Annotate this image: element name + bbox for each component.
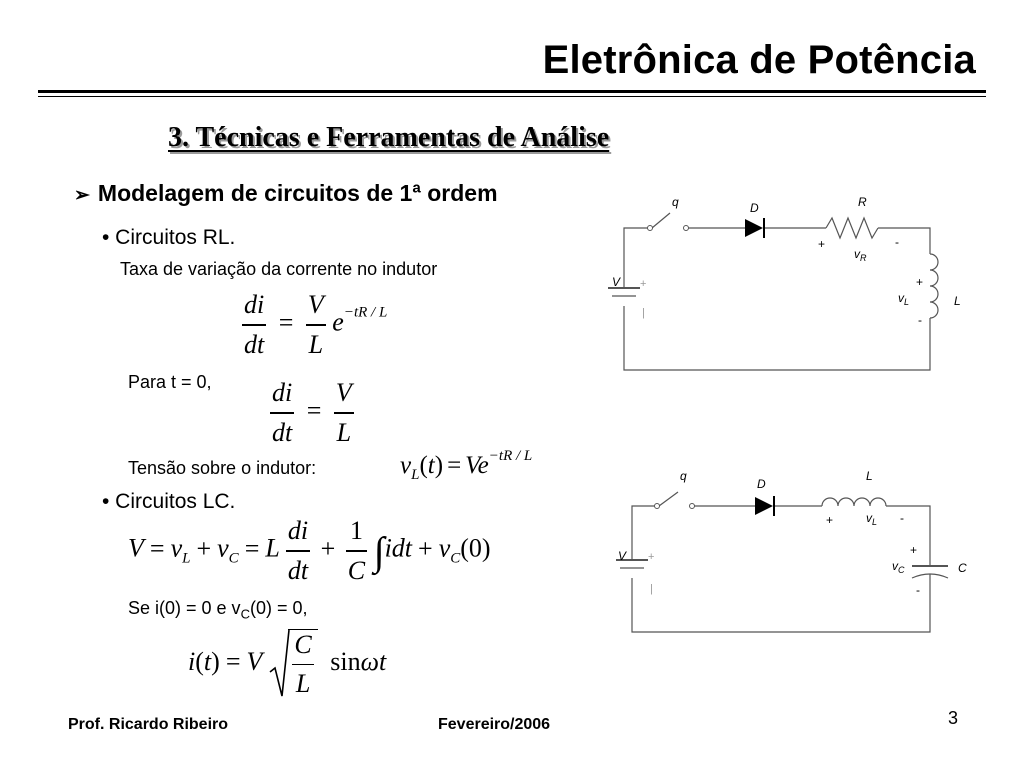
sqrt-sign-icon: [268, 628, 290, 700]
rl-circuit-diagram: [590, 188, 980, 378]
rl-vl-minus: -: [918, 313, 922, 327]
initial-conditions-label: [128, 598, 307, 622]
lc-vc-label: $v_C$: [892, 559, 905, 575]
slide-title: Eletrônica de Potência: [542, 38, 976, 82]
rl-resistor-label: R: [858, 195, 867, 209]
svg-text:+: +: [640, 278, 647, 290]
svg-text:+: +: [648, 551, 655, 563]
topic-heading: [74, 180, 498, 207]
lc-vl-plus: +: [826, 513, 834, 527]
rl-diode-label: D: [750, 201, 759, 215]
rl-source-label: V: [612, 275, 621, 289]
equation-current-lc: i(t) = V $\frac{C}{L}$ sinωt: [188, 629, 387, 699]
lc-inductor-label: L: [866, 469, 873, 483]
arrow-bullet-icon: ➢: [74, 185, 90, 206]
rl-switch-label: q: [672, 195, 679, 209]
lc-circuit-diagram: [600, 466, 980, 638]
t0-label: Para t = 0,: [128, 372, 212, 392]
ic-label-pre: Se i(0) = 0 e v: [128, 598, 241, 618]
rl-description: Taxa de variação da corrente no indutor: [120, 259, 438, 279]
rl-vl-label: $v_L$: [898, 291, 910, 307]
lc-diode-label: D: [757, 477, 766, 491]
lc-vl-minus: -: [900, 511, 904, 525]
topic-heading-text: Modelagem de circuitos de 1ª ordem: [97, 180, 498, 206]
lc-source-label: V: [618, 549, 627, 563]
section-title: 3. Técnicas e Ferramentas de Análise: [168, 122, 610, 153]
rl-vl-plus: +: [916, 275, 924, 289]
equation-di-dt-exp: $\frac{di}{dt}$ = $\frac{V}{L}$ $e^{-tR / L}$: [244, 290, 388, 359]
equation-vl: $v_L(t) = Ve^{-tR / L}$: [400, 448, 533, 483]
header-rule-thin: [38, 96, 986, 97]
page-number: 3: [948, 708, 959, 728]
lc-capacitor-label: C: [958, 561, 967, 575]
svg-text:|: |: [642, 307, 645, 319]
equation-di-dt-initial: $\frac{di}{dt}$ = $\frac{V}{L}$: [272, 378, 352, 447]
header-rule-thick: [38, 90, 986, 93]
lc-vc-plus: +: [910, 543, 918, 557]
bullet-lc: • Circuitos LC.: [102, 490, 236, 513]
rl-vr-label: $v_R$: [854, 247, 867, 263]
lc-switch-label: q: [680, 469, 687, 483]
inductor-voltage-label: Tensão sobre o indutor:: [128, 458, 317, 478]
lc-vl-label: $v_L$: [866, 511, 878, 527]
equation-lc-kvl: $V = v_L + v_C = L$ $\frac{di}{dt}$ + $\frac{1}{C}$ $\int idt + v_C(0)$: [128, 516, 491, 585]
footer-author: Prof. Ricardo Ribeiro: [68, 716, 229, 733]
rl-vr-plus: +: [818, 237, 826, 251]
ic-label-sub: C: [240, 606, 250, 622]
rl-vr-minus: -: [895, 235, 899, 249]
lc-vc-minus: -: [916, 583, 920, 597]
rl-inductor-label: L: [954, 294, 961, 308]
footer-date: Fevereiro/2006: [438, 716, 551, 733]
svg-text:|: |: [650, 583, 653, 595]
ic-label-post: (0) = 0,: [249, 598, 308, 618]
bullet-rl: • Circuitos RL.: [102, 226, 236, 249]
